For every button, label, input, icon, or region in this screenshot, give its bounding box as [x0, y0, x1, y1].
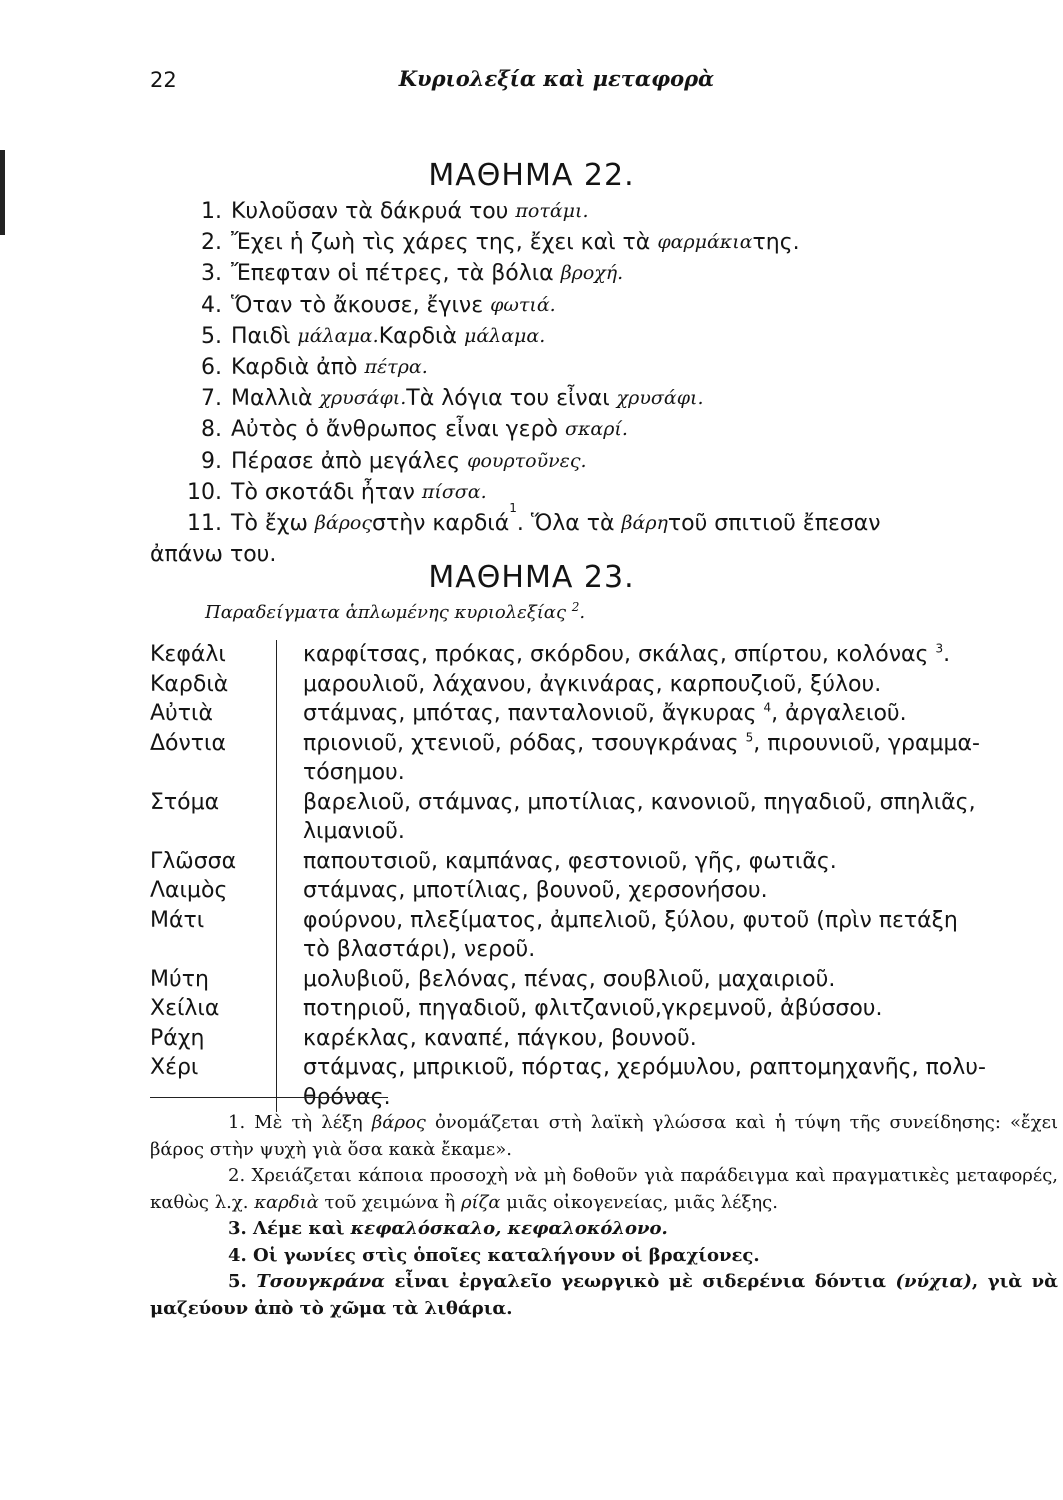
lesson-22-title: ΜΑΘΗΜΑ 22.	[428, 158, 635, 193]
table-row: Δόντια πριονιοῦ, χτενιοῦ, ρόδας, τσουγκράνας $^5$, πιρουνιοῦ, γραμμα- τόσημου.	[150, 729, 1055, 788]
examples-table	[150, 640, 1055, 1112]
list-item: 2. Ἔχει ἡ ζωὴ τὶς χάρες της, ἔχει καὶ τὰ φαρμάκια της.	[201, 230, 800, 256]
footnote-3: 3. Λέμε καὶ κεφαλόσκαλο, κεφαλοκόλονο.	[228, 1218, 668, 1239]
lesson-23-subtitle: Παραδείγματα ἁπλωμένης κυριολεξίας $^2$.	[205, 600, 586, 623]
table-row: Λαιμὸς στάμνας, μποτίλιας, βουνοῦ, χερσονήσου.	[150, 876, 1055, 906]
list-item: 10. Τὸ σκοτάδι ἦταν πίσσα.	[187, 479, 487, 505]
list-item-continuation: ἀπάνω του.	[150, 542, 277, 568]
table-row: Χέρι στάμνας, μπρικιοῦ, πόρτας, χερόμυλου, ραπτομηχανῆς, πολυ- θρόνας.	[150, 1053, 1055, 1112]
footnote-4: 4. Οἱ γωνίες στὶς ὁποῖες καταλήγουν οἱ βραχίονες.	[228, 1244, 760, 1266]
list-item: 11. Τὸ ἔχω βάρος στὴν καρδιά 1 . Ὅλα τὰ βάρη τοῦ σπιτιοῦ ἔπεσαν	[187, 501, 881, 537]
list-item: 6. Καρδιὰ ἀπὸ πέτρα.	[201, 355, 428, 381]
footnote-2: 2. Χρειάζεται κάποια προσοχὴ νὰ μὴ δοθοῦν γιὰ παράδειγμα καὶ πραγματικὲς μεταφορές, καθὼς λ.χ. καρδιὰ τοῦ χειμώνα ἢ ρίζα μιᾶς οἰκογενείας, μιᾶς λέξης.	[150, 1165, 1058, 1213]
footnotes	[150, 1110, 1058, 1322]
footnote-rule	[150, 1097, 388, 1098]
list-item: 5. Παιδὶ μάλαμα. Καρδιὰ μάλαμα.	[201, 323, 546, 349]
table-row: Καρδιὰ μαρουλιοῦ, λάχανου, ἀγκινάρας, καρπουζιοῦ, ξύλου.	[150, 670, 1055, 700]
table-row: Κεφάλι καρφίτσας, πρόκας, σκόρδου, σκάλας, σπίρτου, κολόνας $^3$.	[150, 640, 1055, 670]
list-item: 9. Πέρασε ἀπὸ μεγάλες φουρτοῦνες.	[201, 448, 587, 474]
list-item: 7. Μαλλιὰ χρυσάφι. Τὰ λόγια του εἶναι χρυσάφι.	[201, 386, 704, 412]
lesson-22-list	[150, 196, 1050, 570]
footnote-1: 1. Μὲ τὴ λέξη βάρος ὀνομάζεται στὴ λαϊκὴ γλώσσα καὶ ἡ τύψη τῆς συνείδησης: «ἔχει βάρος στὴν ψυχὴ γιὰ ὅσα κακὰ ἔκαμε».	[150, 1112, 1059, 1160]
footnote-5: 5. Τσουγκράνα εἶναι ἐργαλεῖο γεωργικὸ μὲ σιδερένια δόντια (νύχια), γιὰ νὰ μαζεύουν ἀπὸ τὸ χῶμα τὰ λιθάρια.	[150, 1271, 1058, 1319]
table-row: Μύτη μολυβιοῦ, βελόνας, πένας, σουβλιοῦ, μαχαιριοῦ.	[150, 965, 1055, 995]
table-row: Γλῶσσα παπουτσιοῦ, καμπάνας, φεστονιοῦ, γῆς, φωτιᾶς.	[150, 847, 1055, 877]
list-item: 1. Κυλοῦσαν τὰ δάκρυά του ποτάμι.	[201, 199, 589, 224]
list-item: 4. Ὅταν τὸ ἄκουσε, ἔγινε φωτιά.	[201, 292, 556, 318]
page-number: 22	[150, 68, 177, 92]
table-row: Στόμα βαρελιοῦ, στάμνας, μποτίλιας, κανονιοῦ, πηγαδιοῦ, σπηλιᾶς, λιμανιοῦ.	[150, 788, 1055, 847]
page-header	[150, 68, 993, 100]
list-item: 8. Αὐτὸς ὁ ἄνθρωπος εἶναι γερὸ σκαρί.	[201, 417, 628, 443]
list-item: 3. Ἔπεφταν οἱ πέτρες, τὰ βόλια βροχή.	[201, 261, 624, 287]
table-row: Μάτι φούρνου, πλεξίματος, ἀμπελιοῦ, ξύλου, φυτοῦ (πρὶν πετάξη τὸ βλαστάρι), νεροῦ.	[150, 906, 1055, 965]
lesson-23-title: ΜΑΘΗΜΑ 23.	[428, 560, 635, 595]
table-row: Αὐτιὰ στάμνας, μπότας, πανταλονιοῦ, ἄγκυρας $^4$, ἀργαλειοῦ.	[150, 699, 1055, 729]
table-row: Χείλια ποτηριοῦ, πηγαδιοῦ, φλιτζανιοῦ,γκρεμνοῦ, ἀβύσσου.	[150, 994, 1055, 1024]
running-title: Κυριολεξία καὶ μεταφορὰ	[398, 66, 715, 91]
table-row: Ράχη καρέκλας, καναπέ, πάγκου, βουνοῦ.	[150, 1024, 1055, 1054]
